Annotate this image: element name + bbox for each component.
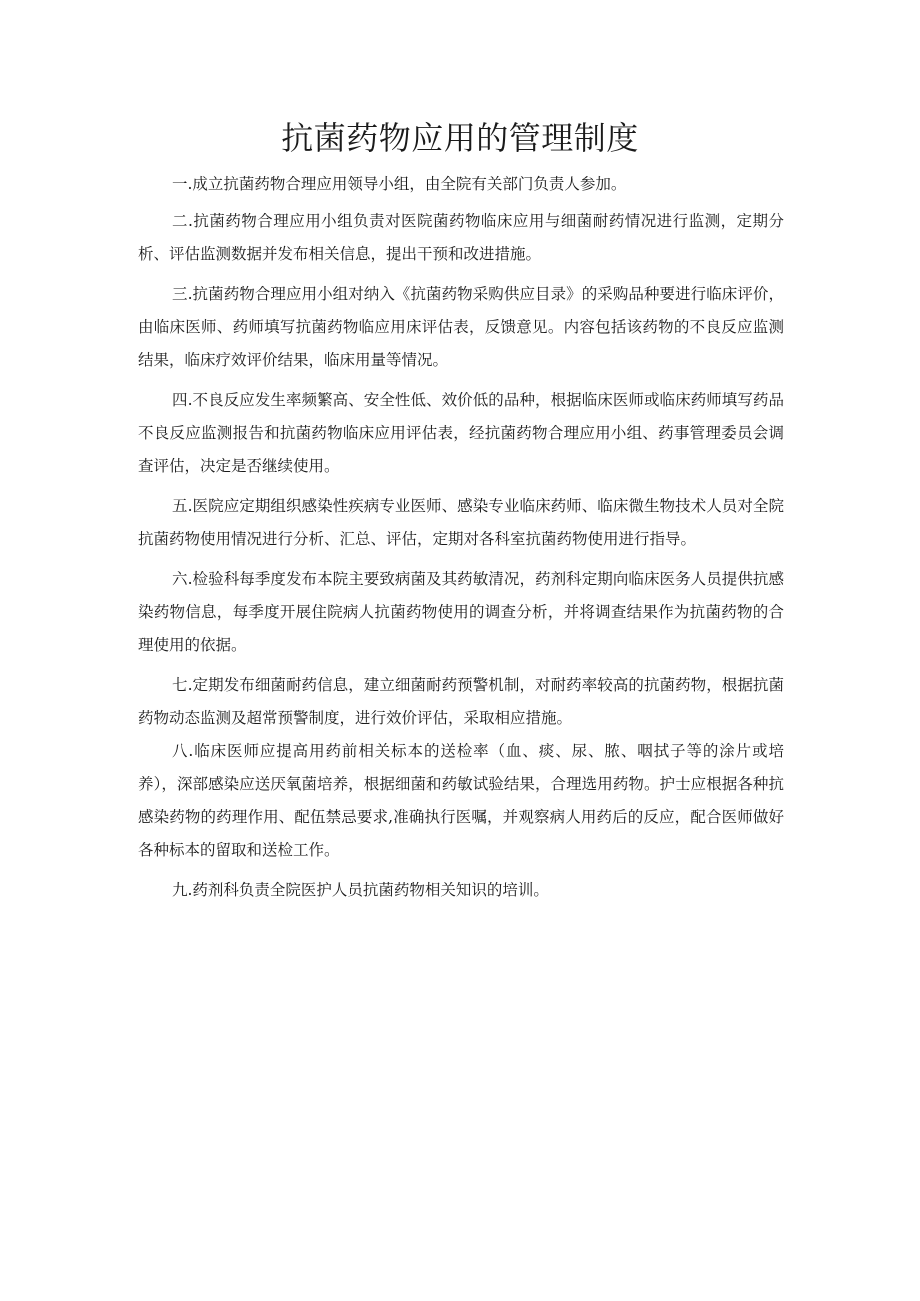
paragraph-2: 二.抗菌药物合理应用小组负责对医院菌药物临床应用与细菌耐药情况进行监测，定期分析、评估监测数据并发布相关信息，提出干预和改进措施。	[138, 212, 784, 263]
paragraph-7: 七.定期发布细菌耐药信息，建立细菌耐药预警机制，对耐药率较高的抗菌药物，根据抗菌药物动态监测及超常预警制度，进行效价评估，采取相应措施。	[138, 676, 784, 727]
paragraph-1: 一.成立抗菌药物合理应用领导小组，由全院有关部门负责人参加。	[172, 175, 627, 193]
paragraph-9: 九.药剂科负责全院医护人员抗菌药物相关知识的培训。	[172, 881, 549, 899]
paragraph-8: 八.临床医师应提高用药前相关标本的送检率（血、痰、尿、脓、咽拭子等的涂片或培养），深部感染应送厌氧菌培养，根据细菌和药敏试验结果，合理选用药物。护士应根据各种抗感染药物的药理作用、配伍禁忌要求,准确执行医嘱，并观察病人用药后的反应，配合医师做好各种标本的留取和送检工作。	[138, 742, 784, 859]
paragraph-4: 四.不良反应发生率频繁高、安全性低、效价低的品种，根据临床医师或临床药师填写药品不良反应监测报告和抗菌药物临床应用评估表，经抗菌药物合理应用小组、药事管理委员会调查评估，决定是否继续使用。	[138, 391, 784, 475]
paragraph-6: 六.检验科每季度发布本院主要致病菌及其药敏清况，药剂科定期向临床医务人员提供抗感染药物信息，每季度开展住院病人抗菌药物使用的调查分析，并将调查结果作为抗菌药物的合理使用的依据。	[138, 570, 784, 654]
paragraph-3: 三.抗菌药物合理应用小组对纳入《抗菌药物采购供应目录》的采购品种要进行临床评价，由临床医师、药师填写抗菌药物临应用床评估表，反馈意见。内容包括该药物的不良反应监测结果，临床疗效评价结果，临床用量等情况。	[138, 285, 784, 369]
document-body	[138, 168, 784, 907]
document-title: 抗菌药物应用的管理制度	[281, 119, 639, 157]
paragraph-5: 五.医院应定期组织感染性疾病专业医师、感染专业临床药师、临床微生物技术人员对全院抗菌药物使用情况进行分析、汇总、评估，定期对各科室抗菌药物使用进行指导。	[138, 497, 784, 548]
